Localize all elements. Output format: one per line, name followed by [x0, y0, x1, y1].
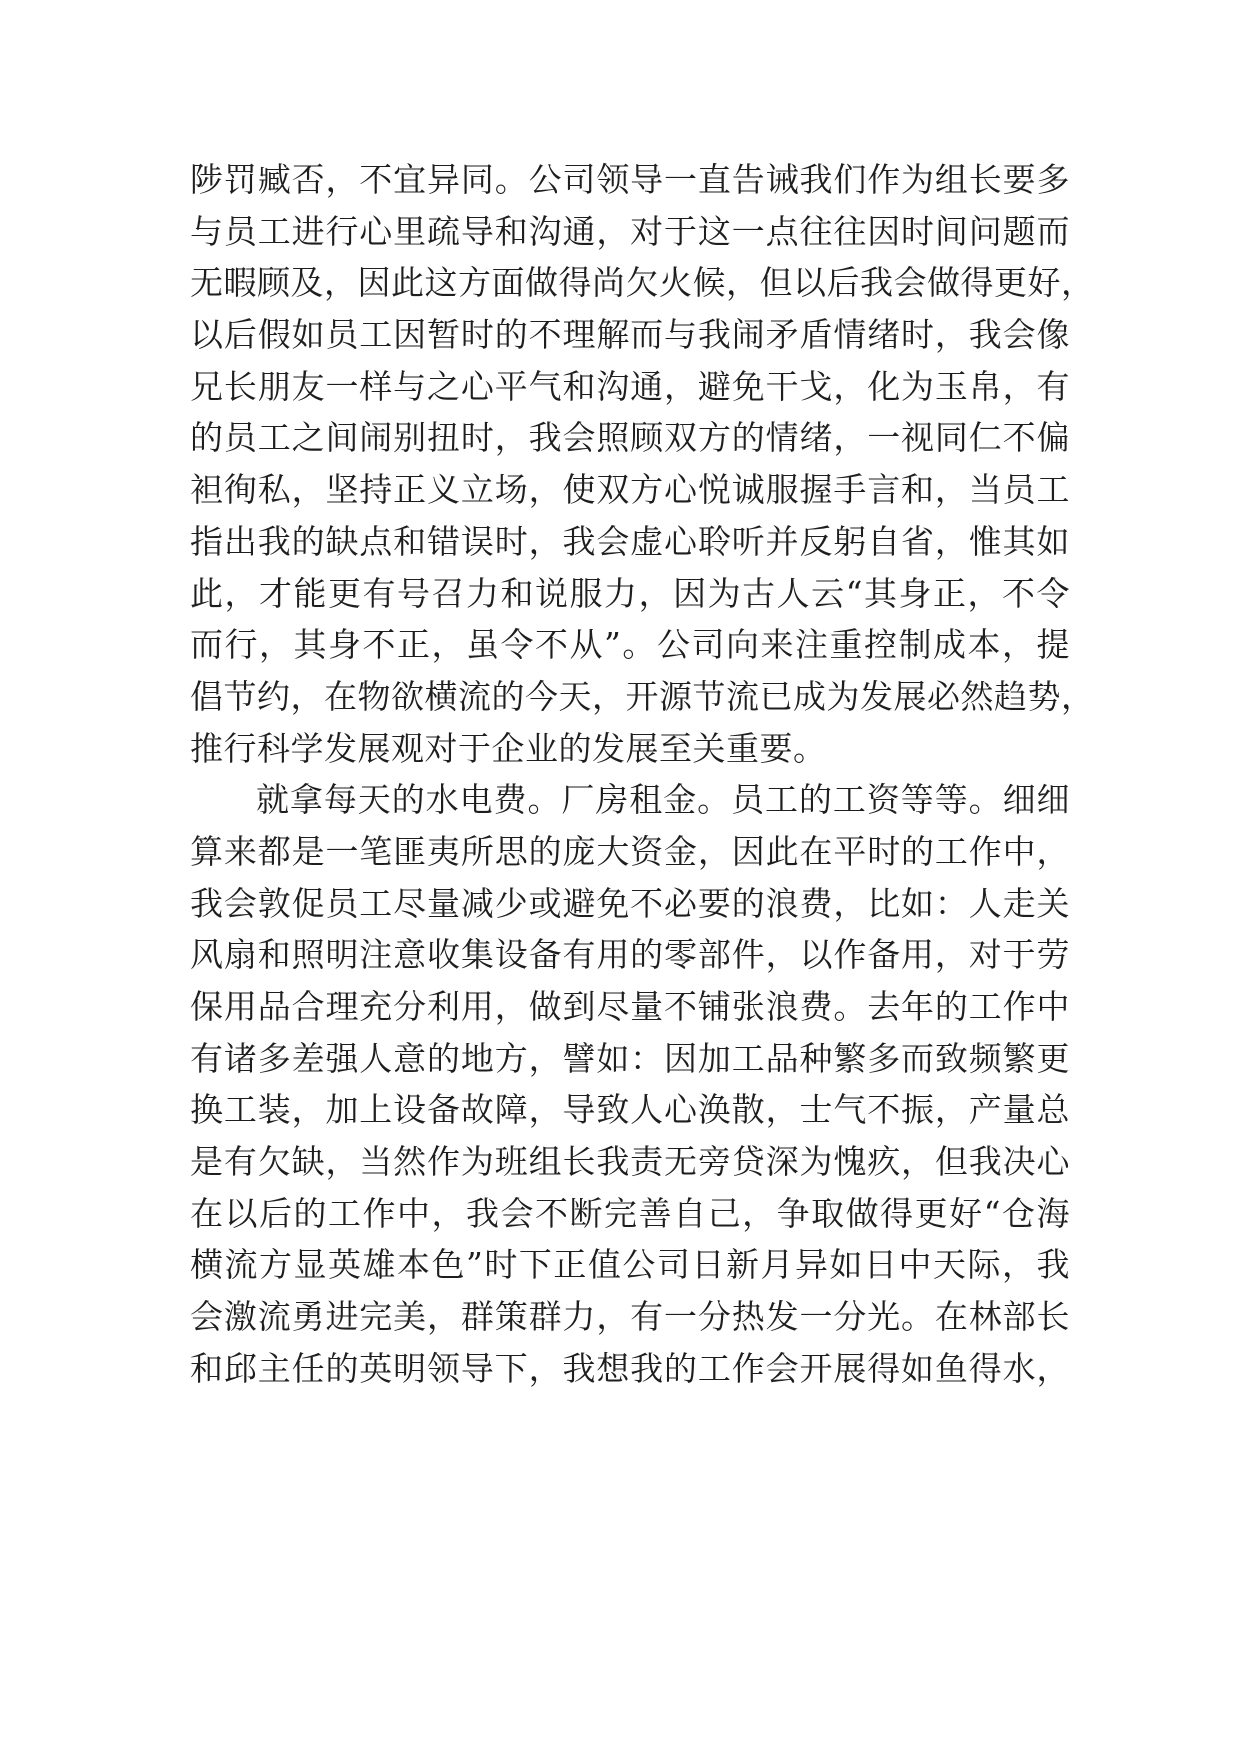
text-line: 保用品合理充分利用，做到尽量不铺张浪费。去年的工作中	[190, 987, 1070, 1026]
text-line: 有诸多差强人意的地方，譬如：因加工品种繁多而致频繁更	[190, 1038, 1070, 1078]
text-line: 是有欠缺，当然作为班组长我责无旁贷深为愧疚，但我决心	[190, 1142, 1070, 1182]
text-line: 无暇顾及，因此这方面做得尚欠火候，但以后我会做得更好，	[190, 263, 1095, 303]
text-line: 陟罚臧否，不宜异同。公司领导一直告诫我们作为组长要多	[190, 160, 1070, 199]
text-line: 兄长朋友一样与之心平气和沟通，避免干戈，化为玉帛，有	[190, 366, 1070, 406]
text-line: 指出我的缺点和错误时，我会虚心聆听并反躬自省，惟其如	[190, 521, 1070, 561]
text-line: 与员工进行心里疏导和沟通，对于这一点往往因时间问题而	[190, 211, 1070, 251]
text-line: 而行，其身不正，虽令不从”。公司向来注重控制成本，提	[190, 625, 1070, 665]
text-line: 此，才能更有号召力和说服力，因为古人云“其身正，不令	[190, 573, 1070, 613]
text-line: 风扇和照明注意收集设备有用的零部件，以作备用，对于劳	[190, 935, 1070, 975]
text-line: 在以后的工作中，我会不断完善自己，争取做得更好“仓海	[190, 1193, 1070, 1233]
text-line: 算来都是一笔匪夷所思的庞大资金，因此在平时的工作中，	[190, 831, 1070, 871]
text-line: 会激流勇进完美，群策群力，有一分热发一分光。在林部长	[190, 1297, 1070, 1337]
text-line: 横流方显英雄本色”时下正值公司日新月异如日中天际，我	[190, 1245, 1070, 1285]
body-text	[190, 154, 1095, 1395]
text-line: 倡节约，在物欲横流的今天，开源节流已成为发展必然趋势，	[190, 676, 1095, 716]
text-line: 和邱主任的英明领导下，我想我的工作会开展得如鱼得水，	[190, 1348, 1070, 1388]
text-line: 袒徇私，坚持正义立场，使双方心悦诚服握手言和，当员工	[190, 470, 1070, 510]
text-line: 的员工之间闹别扭时，我会照顾双方的情绪，一视同仁不偏	[190, 418, 1070, 458]
paragraph-start-line: 就拿每天的水电费。厂房租金。员工的工资等等。细细	[256, 780, 1070, 820]
text-line: 以后假如员工因暂时的不理解而与我闹矛盾情绪时，我会像	[190, 315, 1070, 355]
paragraph-end-line: 推行科学发展观对于企业的发展至关重要。	[190, 728, 827, 768]
text-line: 我会敦促员工尽量减少或避免不必要的浪费，比如：人走关	[190, 883, 1070, 923]
text-line: 换工装，加上设备故障，导致人心涣散，士气不振，产量总	[190, 1090, 1070, 1130]
